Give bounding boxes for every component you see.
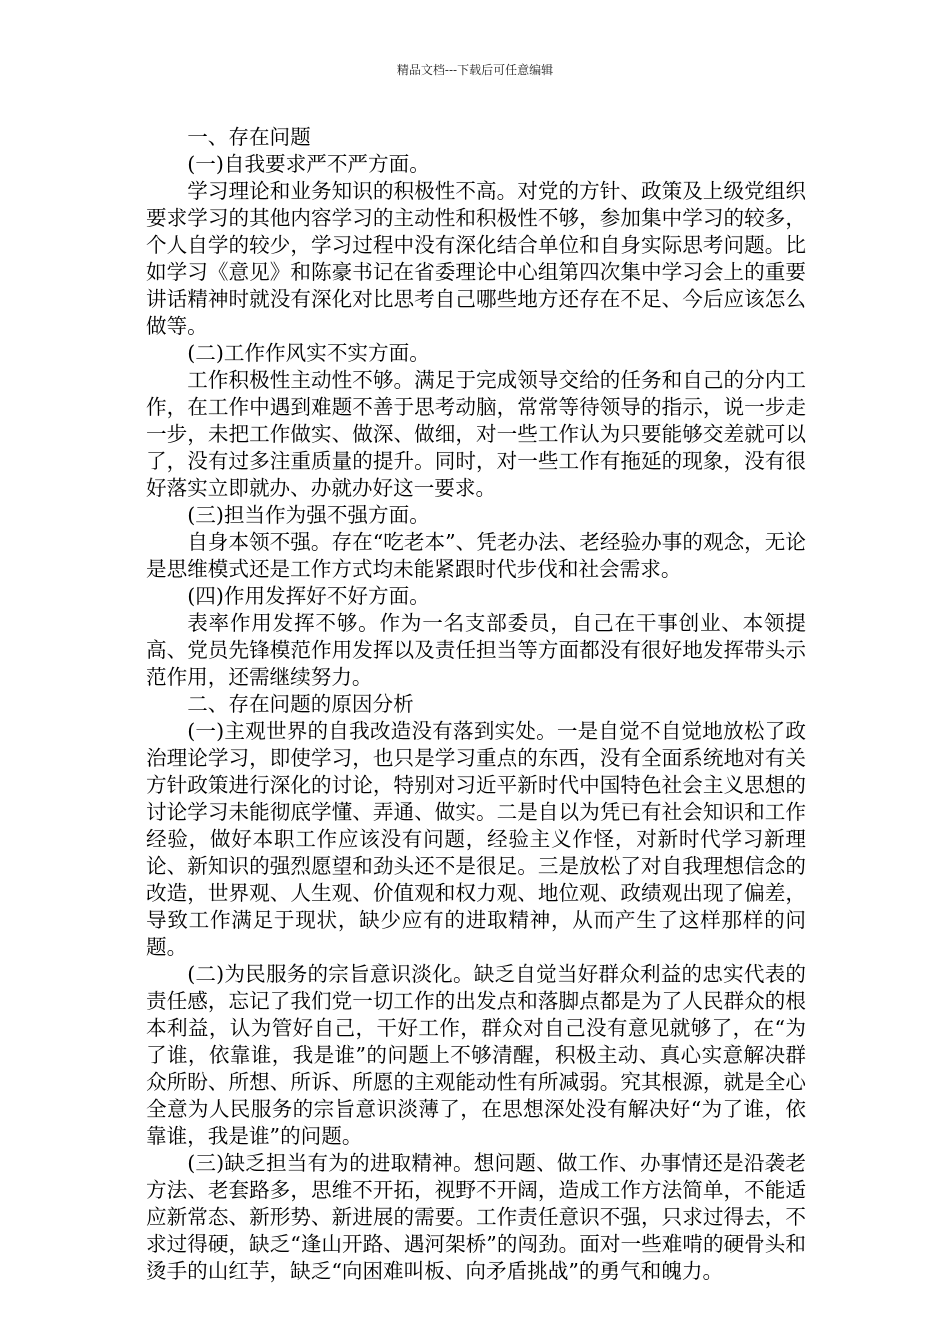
subheading-responsibility: (三)担当作为强不强方面。 — [187, 503, 430, 527]
document-body — [146, 124, 806, 1285]
paragraph-cause-enterprising-spirit: (三)缺乏担当有为的进取精神。想问题、做工作、办事情还是沿袭老方法、老套路多，思维不开拓，视野不开阔，造成工作方法简单，不能适应新常态、新形势、新进展的需要。工作责任意识不强，只求过得去，不求过得硬，缺乏“逢山开路、遇河架桥”的闯劲。面对一些难啃的硬骨头和烫手的山红芋，缺乏“向困难叫板、向矛盾挑战”的勇气和魄力。 — [146, 1151, 806, 1283]
section-heading-causes: 二、存在问题的原因分析 — [187, 692, 414, 716]
subheading-work-style: (二)工作作风实不实方面。 — [187, 341, 430, 365]
paragraph-cause-service-awareness: (二)为民服务的宗旨意识淡化。缺乏自觉当好群众利益的忠实代表的责任感，忘记了我们党一切工作的出发点和落脚点都是为了人民群众的根本利益，认为管好自己，干好工作，群众对自己没有意见就够了，在“为了谁，依靠谁，我是谁”的问题上不够清醒，积极主动、真心实意解决群众所盼、所想、所诉、所愿的主观能动性有所减弱。究其根源，就是全心全意为人民服务的宗旨意识淡薄了，在思想深处没有解决好“为了谁，依靠谁，我是谁”的问题。 — [146, 962, 806, 1148]
subheading-role: (四)作用发挥好不好方面。 — [187, 584, 430, 608]
paragraph-cause-subjective-world: (一)主观世界的自我改造没有落到实处。一是自觉不自觉地放松了政治理论学习，即使学习，也只是学习重点的东西，没有全面系统地对有关方针政策进行深化的讨论，特别对习近平新时代中国特色社会主义思想的讨论学习未能彻底学懂、弄通、做实。二是自以为凭已有社会知识和工作经验，做好本职工作应该没有问题，经验主义作怪，对新时代学习新理论、新知识的强烈愿望和劲头还不是很足。三是放松了对自我理想信念的改造，世界观、人生观、价值观和权力观、地位观、政绩观出现了偏差，导致工作满足于现状，缺少应有的进取精神，从而产生了这样那样的问题。 — [146, 719, 806, 959]
paragraph-responsibility: 自身本领不强。存在“吃老本”、凭老办法、老经验办事的观念，无论是思维模式还是工作方式均未能紧跟时代步伐和社会需求。 — [146, 530, 806, 581]
paragraph-work-style: 工作积极性主动性不够。满足于完成领导交给的任务和自己的分内工作，在工作中遇到难题不善于思考动脑，常常等待领导的指示，说一步走一步，未把工作做实、做深、做细，对一些工作认为只要能够交差就可以了，没有过多注重质量的提升。同时，对一些工作有拖延的现象，没有很好落实立即就办、办就办好这一要求。 — [146, 368, 806, 500]
section-heading-problems: 一、存在问题 — [187, 125, 311, 149]
paragraph-self-requirement: 学习理论和业务知识的积极性不高。对党的方针、政策及上级党组织要求学习的其他内容学习的主动性和积极性不够，参加集中学习的较多，个人自学的较少，学习过程中没有深化结合单位和自身实际思考问题。比如学习《意见》和陈豪书记在省委理论中心组第四次集中学习会上的重要讲话精神时就没有深化对比思考自己哪些地方还存在不足、今后应该怎么做等。 — [146, 179, 806, 338]
page-header: 精品文档---下载后可任意编辑 — [396, 63, 554, 77]
paragraph-role: 表率作用发挥不够。作为一名支部委员，自己在干事创业、本领提高、党员先锋模范作用发挥以及责任担当等方面都没有很好地发挥带头示范作用，还需继续努力。 — [146, 611, 806, 689]
subheading-self-requirement: (一)自我要求严不严方面。 — [187, 152, 430, 176]
